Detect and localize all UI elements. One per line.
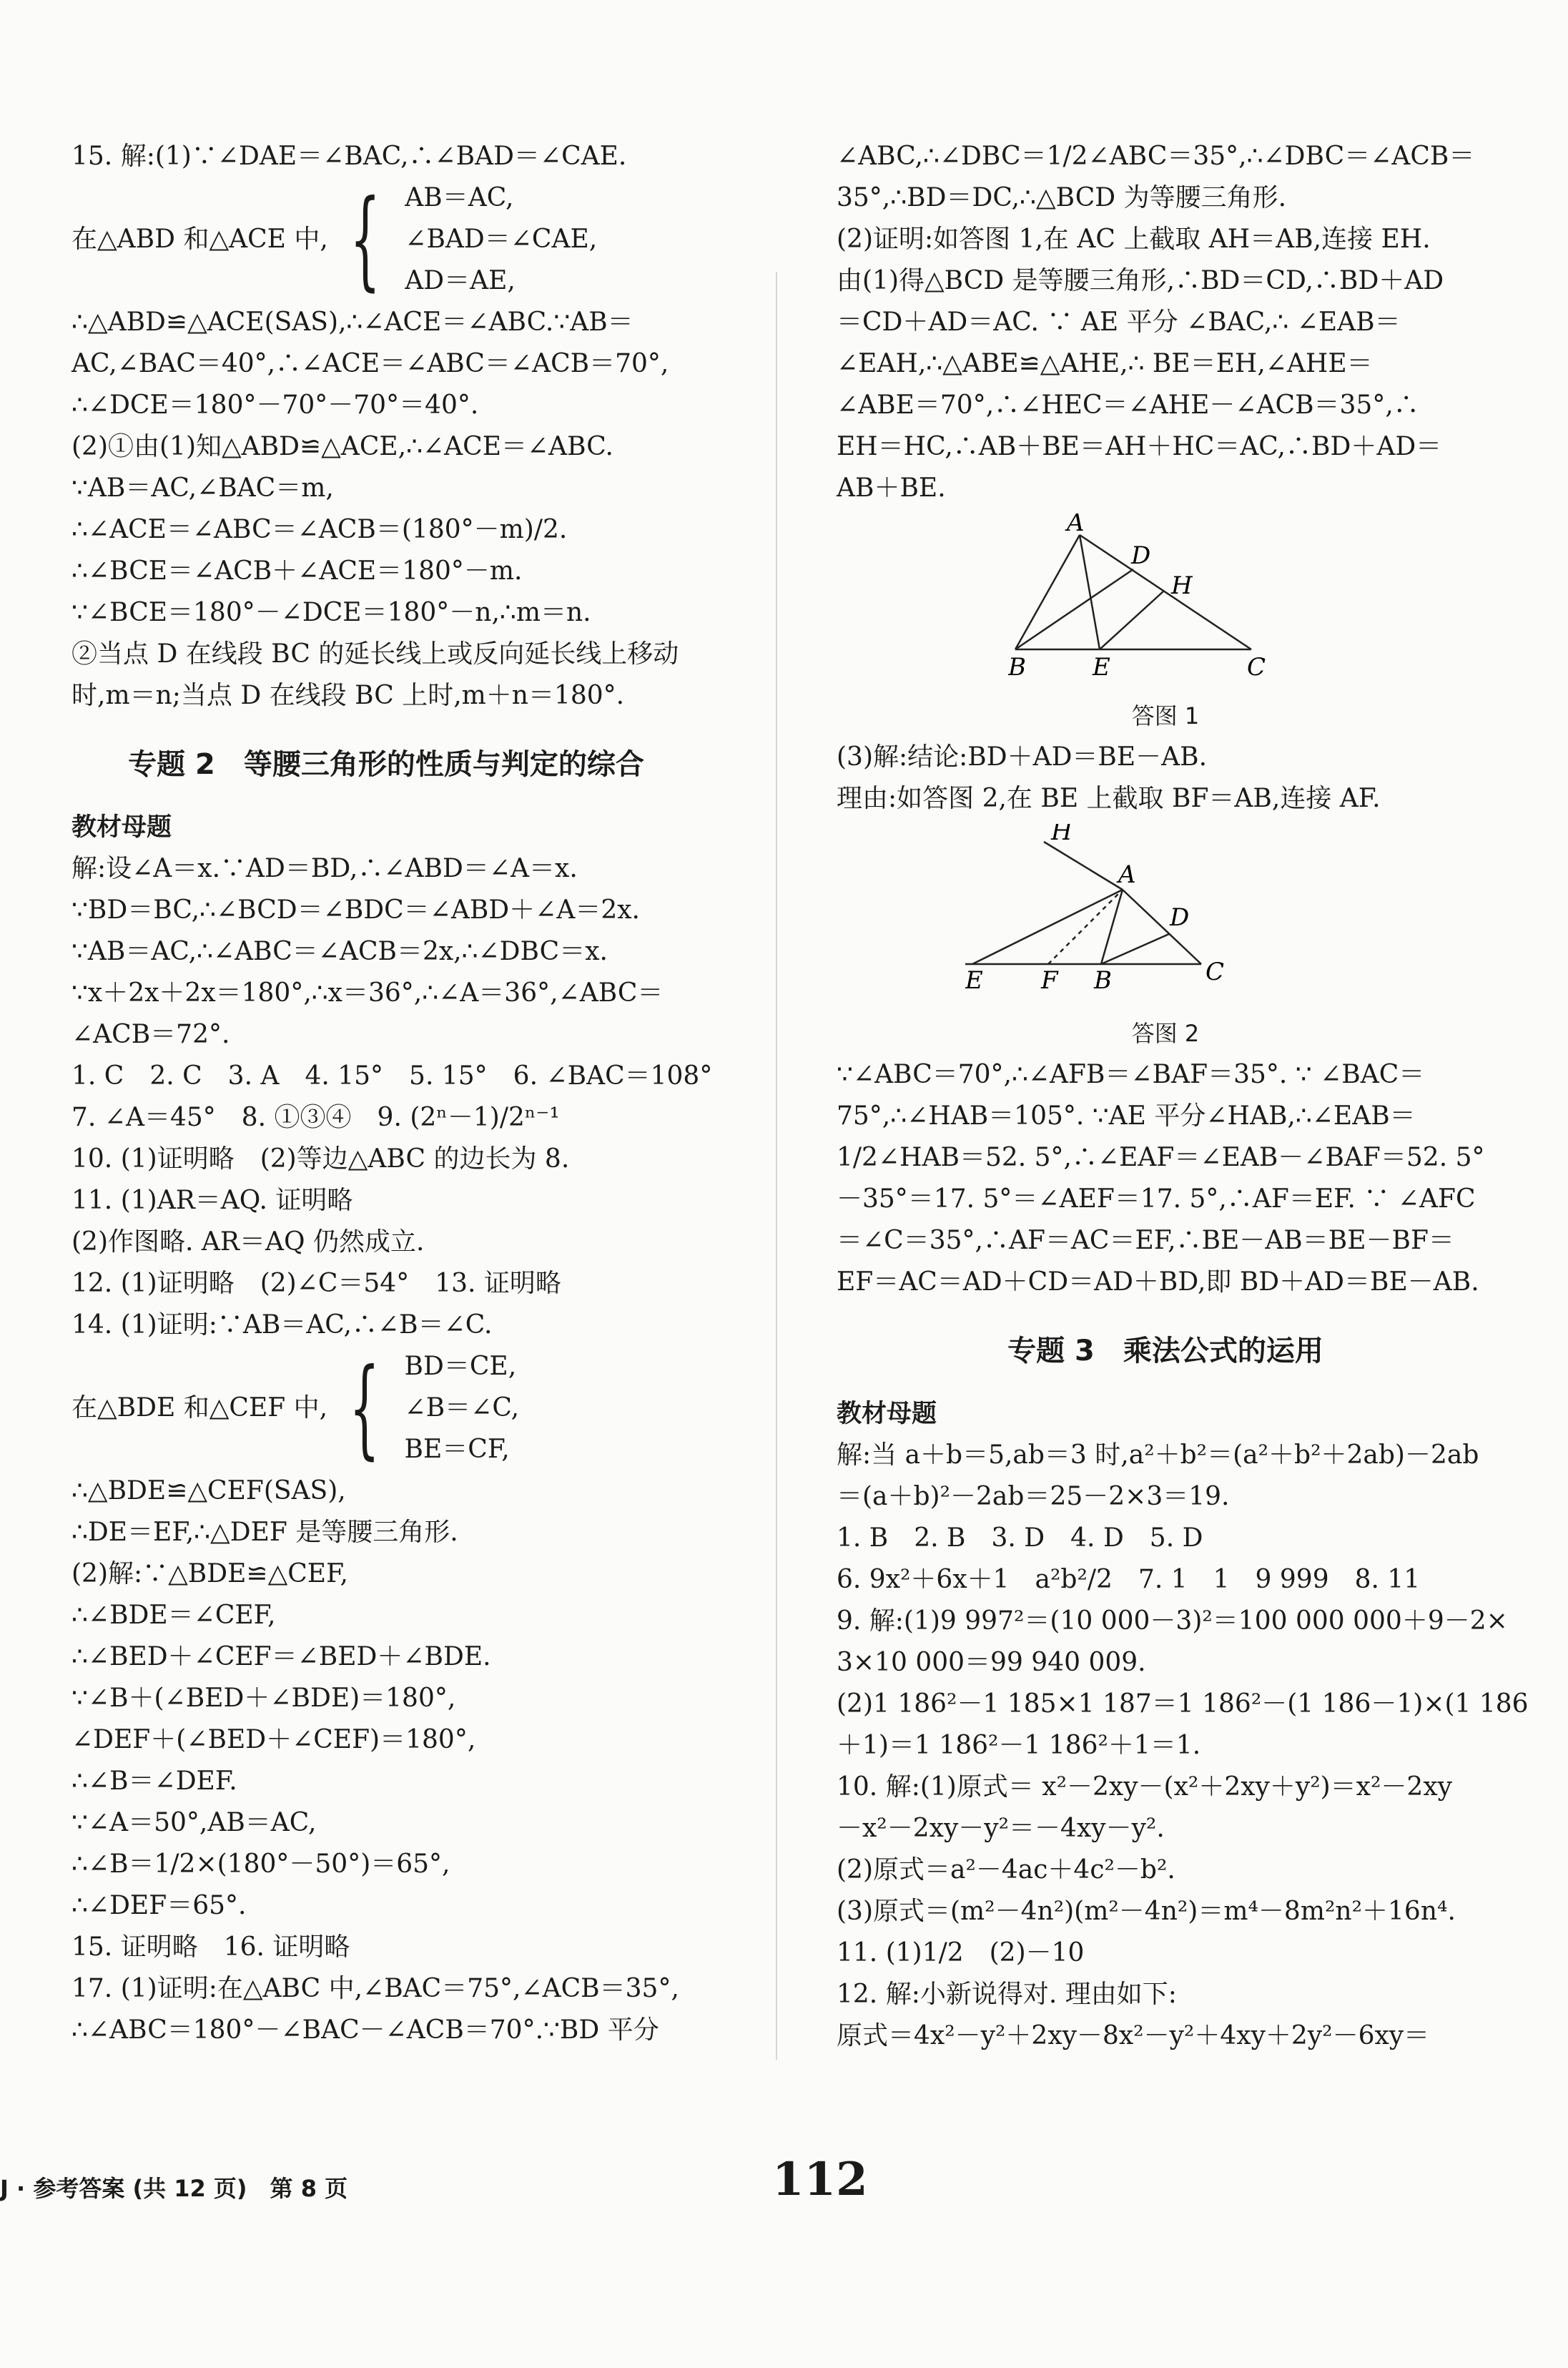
text-line: 在△ABD 和△ACE 中, bbox=[72, 225, 328, 254]
figure-1-caption: 答图 1 bbox=[1131, 702, 1200, 729]
text-line: AD＝AE, bbox=[405, 266, 516, 295]
text-line: AB＋BE. bbox=[837, 473, 946, 503]
text-line: －x²－2xy－y²＝－4xy－y². bbox=[837, 1814, 1165, 1843]
text-line: EF＝AC＝AD＋CD＝AD＋BD,即 BD＋AD＝BE－AB. bbox=[837, 1267, 1479, 1297]
text-line: (3)解:结论:BD＋AD＝BE－AB. bbox=[837, 742, 1208, 772]
congruence-conditions bbox=[72, 1346, 701, 1470]
point-label-b: B bbox=[1094, 966, 1112, 995]
brace: { bbox=[349, 1346, 380, 1470]
congruence-conditions bbox=[72, 177, 701, 302]
point-label-d: D bbox=[1170, 903, 1190, 932]
text-line: 1. C 2. C 3. A 4. 15° 5. 15° 6. ∠BAC＝108° bbox=[72, 1061, 713, 1091]
text-line: BD＝CE, bbox=[404, 1352, 517, 1381]
text-line: ∴∠BED＋∠CEF＝∠BED＋∠BDE. bbox=[72, 1642, 491, 1671]
text-line: －35°＝17. 5°＝∠AEF＝17. 5°,∴AF＝EF. ∵ ∠AFC bbox=[837, 1184, 1476, 1214]
text-line: 1/2∠HAB＝52. 5°,∴∠EAF＝∠EAB－∠BAF＝52. 5° bbox=[837, 1143, 1485, 1172]
text-line: ∴∠ABC＝180°－∠BAC－∠ACB＝70°.∵BD 平分 bbox=[72, 2015, 659, 2045]
text-line: ∴∠DCE＝180°－70°－70°＝40°. bbox=[72, 390, 479, 420]
point-label-e: E bbox=[1093, 653, 1110, 678]
text-line: ∴∠ACE＝∠ABC＝∠ACB＝(180°－m)/2. bbox=[72, 515, 568, 544]
text-line: ＝CD＋AD＝AC. ∵ AE 平分 ∠BAC,∴ ∠EAB＝ bbox=[837, 308, 1401, 337]
text-line: 9. 解:(1)9 997²＝(10 000－3)²＝100 000 000＋9－2× bbox=[837, 1606, 1508, 1636]
text-line: 10. (1)证明略 (2)等边△ABC 的边长为 8. bbox=[72, 1144, 570, 1174]
text-line: (2)作图略. AR＝AQ 仍然成立. bbox=[72, 1227, 425, 1257]
point-label-c: C bbox=[1205, 958, 1225, 986]
text-line: 时,m＝n;当点 D 在线段 BC 上时,m＋n＝180°. bbox=[72, 681, 625, 710]
text-line: ∴∠B＝∠DEF. bbox=[72, 1767, 237, 1796]
text-line: 17. (1)证明:在△ABC 中,∠BAC＝75°,∠ACB＝35°, bbox=[72, 1974, 679, 2003]
text-line: ∠EAH,∴△ABE≌△AHE,∴ BE＝EH,∠AHE＝ bbox=[837, 349, 1373, 378]
segment-ha bbox=[1044, 842, 1123, 890]
column-divider bbox=[776, 272, 777, 2060]
figure-1 bbox=[837, 514, 1494, 691]
text-line: ∴∠B＝1/2×(180°－50°)＝65°, bbox=[72, 1849, 450, 1879]
textbook-label: 教材母题 bbox=[837, 1400, 937, 1428]
text-line: 原式＝4x²－y²＋2xy－8x²－y²＋4xy＋2y²－6xy＝ bbox=[837, 2021, 1430, 2050]
text-line: ∴∠DEF＝65°. bbox=[72, 1891, 247, 1920]
point-label-a: A bbox=[1118, 860, 1136, 889]
text-line: 15. 解:(1)∵∠DAE＝∠BAC,∴∠BAD＝∠CAE. bbox=[72, 142, 627, 171]
text-line: 理由:如答图 2,在 BE 上截取 BF＝AB,连接 AF. bbox=[837, 784, 1381, 813]
text-line: ∵AB＝AC,∴∠ABC＝∠ACB＝2x,∴∠DBC＝x. bbox=[72, 937, 608, 966]
text-line: ∴∠BDE＝∠CEF, bbox=[72, 1601, 276, 1630]
text-line: (2)1 186²－1 185×1 187＝1 186²－(1 186－1)×(1 186 bbox=[837, 1689, 1529, 1719]
text-line: ∠DEF＋(∠BED＋∠CEF)＝180°, bbox=[72, 1725, 476, 1754]
text-line: 11. (1)1/2 (2)－10 bbox=[837, 1938, 1085, 1967]
text-line: 由(1)得△BCD 是等腰三角形,∴BD＝CD,∴BD＋AD bbox=[837, 266, 1444, 295]
text-line: 15. 证明略 16. 证明略 bbox=[72, 1932, 350, 1962]
text-line: ∴DE＝EF,∴△DEF 是等腰三角形. bbox=[72, 1518, 458, 1547]
text-line: 解:当 a＋b＝5,ab＝3 时,a²＋b²＝(a²＋b²＋2ab)－2ab bbox=[837, 1440, 1479, 1470]
triangle-diagram-2 bbox=[965, 824, 1366, 996]
text-line: (2)①由(1)知△ABD≌△ACE,∴∠ACE＝∠ABC. bbox=[72, 432, 613, 461]
point-label-f: F bbox=[1041, 966, 1058, 995]
text-line: ∴∠BCE＝∠ACB＋∠ACE＝180°－m. bbox=[72, 556, 523, 586]
text-line: (3)原式＝(m²－4n²)(m²－4n²)＝m⁴－8m²n²＋16n⁴. bbox=[837, 1897, 1456, 1926]
text-line: 11. (1)AR＝AQ. 证明略 bbox=[72, 1186, 353, 1215]
text-line: ∵x＋2x＋2x＝180°,∴x＝36°,∴∠A＝36°,∠ABC＝ bbox=[72, 978, 664, 1008]
segment-bd bbox=[1101, 934, 1169, 964]
text-line: ∵∠ABC＝70°,∴∠AFB＝∠BAF＝35°. ∵ ∠BAC＝ bbox=[837, 1060, 1425, 1089]
segment-ac bbox=[1080, 535, 1251, 649]
text-line: 14. (1)证明:∵AB＝AC,∴∠B＝∠C. bbox=[72, 1310, 493, 1340]
point-label-d: D bbox=[1131, 541, 1151, 570]
text-line: 35°,∴BD＝DC,∴△BCD 为等腰三角形. bbox=[837, 183, 1287, 212]
segment-bd bbox=[1015, 569, 1133, 649]
text-line: ＝∠C＝35°,∴AF＝AC＝EF,∴BE－AB＝BE－BF＝ bbox=[837, 1226, 1454, 1255]
segment-ae bbox=[1080, 535, 1100, 649]
text-line: 10. 解:(1)原式＝ x²－2xy－(x²＋2xy＋y²)＝x²－2xy bbox=[837, 1772, 1452, 1802]
segment-eh bbox=[1100, 591, 1164, 649]
text-line: EH＝HC,∴AB＋BE＝AH＋HC＝AC,∴BD＋AD＝ bbox=[837, 432, 1442, 461]
text-line: ∠BAD＝∠CAE, bbox=[405, 225, 598, 254]
point-label-b: B bbox=[1008, 653, 1026, 678]
text-line: ∴△ABD≌△ACE(SAS),∴∠ACE＝∠ABC.∵AB＝ bbox=[72, 308, 633, 337]
text-line: AB＝AC, bbox=[405, 183, 514, 212]
text-line: ∵∠BCE＝180°－∠DCE＝180°－n,∴m＝n. bbox=[72, 598, 591, 627]
segment-ea bbox=[972, 890, 1123, 964]
point-label-a: A bbox=[1067, 514, 1085, 537]
right-column bbox=[837, 136, 1529, 2057]
text-line: 7. ∠A＝45° 8. ①③④ 9. (2ⁿ－1)/2ⁿ⁻¹ bbox=[72, 1103, 560, 1132]
text-line: 1. B 2. B 3. D 4. D 5. D bbox=[837, 1523, 1203, 1553]
text-line: ②当点 D 在线段 BC 的延长线上或反向延长线上移动 bbox=[72, 639, 679, 669]
text-line: 3×10 000＝99 940 009. bbox=[837, 1648, 1146, 1677]
text-line: ＋1)＝1 186²－1 186²＋1＝1. bbox=[837, 1731, 1201, 1760]
text-line: 解:设∠A＝x.∵AD＝BD,∴∠ABD＝∠A＝x. bbox=[72, 854, 578, 883]
figure-2-caption: 答图 2 bbox=[1131, 1020, 1200, 1047]
page-number: 112 bbox=[772, 2153, 868, 2206]
point-label-e: E bbox=[965, 966, 983, 995]
text-line: ∠ACB＝72°. bbox=[72, 1020, 230, 1049]
brace: { bbox=[350, 177, 381, 302]
text-line: 在△BDE 和△CEF 中, bbox=[72, 1393, 328, 1423]
text-line: ＝(a＋b)²－2ab＝25－2×3＝19. bbox=[837, 1482, 1230, 1511]
footer-label: J · 参考答案 (共 12 页) 第 8 页 bbox=[0, 2175, 348, 2202]
text-line: (2)解:∵△BDE≌△CEF, bbox=[72, 1559, 348, 1588]
triangle-diagram-1 bbox=[1008, 514, 1323, 678]
text-line: ∠ABC,∴∠DBC＝1/2∠ABC＝35°,∴∠DBC＝∠ACB＝ bbox=[837, 142, 1475, 171]
text-line: (2)证明:如答图 1,在 AC 上截取 AH＝AB,连接 EH. bbox=[837, 225, 1431, 254]
text-line: 75°,∴∠HAB＝105°. ∵AE 平分∠HAB,∴∠EAB＝ bbox=[837, 1101, 1416, 1131]
text-line: ∴△BDE≌△CEF(SAS), bbox=[72, 1476, 346, 1505]
text-line: ∠ABE＝70°,∴∠HEC＝∠AHE－∠ACB＝35°,∴ bbox=[837, 390, 1419, 420]
point-label-h: H bbox=[1171, 571, 1193, 600]
text-line: (2)原式＝a²－4ac＋4c²－b². bbox=[837, 1855, 1175, 1885]
text-line: ∵BD＝BC,∴∠BCD＝∠BDC＝∠ABD＋∠A＝2x. bbox=[72, 895, 640, 925]
figure-2 bbox=[837, 824, 1494, 1008]
text-line: ∵AB＝AC,∠BAC＝m, bbox=[72, 473, 334, 503]
topic2-title: 专题 2 等腰三角形的性质与判定的综合 bbox=[128, 748, 644, 781]
text-line: ∠B＝∠C, bbox=[404, 1393, 520, 1423]
text-line: ∵∠B＋(∠BED＋∠BDE)＝180°, bbox=[72, 1684, 456, 1713]
left-column bbox=[72, 136, 713, 2051]
text-line: AC,∠BAC＝40°,∴∠ACE＝∠ABC＝∠ACB＝70°, bbox=[72, 349, 669, 378]
textbook-label: 教材母题 bbox=[72, 813, 172, 842]
text-line: 12. (1)证明略 (2)∠C＝54° 13. 证明略 bbox=[72, 1269, 561, 1298]
segment-ab bbox=[1015, 535, 1080, 649]
text-line: 12. 解:小新说得对. 理由如下: bbox=[837, 1980, 1177, 2009]
text-line: 6. 9x²＋6x＋1 a²b²/2 7. 1 1 9 999 8. 11 bbox=[837, 1565, 1421, 1594]
segment-ac bbox=[1123, 890, 1201, 964]
text-line: ∵∠A＝50°,AB＝AC, bbox=[72, 1808, 317, 1837]
text-line: BE＝CF, bbox=[404, 1435, 510, 1464]
point-label-h: H bbox=[1051, 824, 1073, 846]
topic3-title: 专题 3 乘法公式的运用 bbox=[1007, 1335, 1323, 1367]
point-label-c: C bbox=[1247, 653, 1266, 678]
